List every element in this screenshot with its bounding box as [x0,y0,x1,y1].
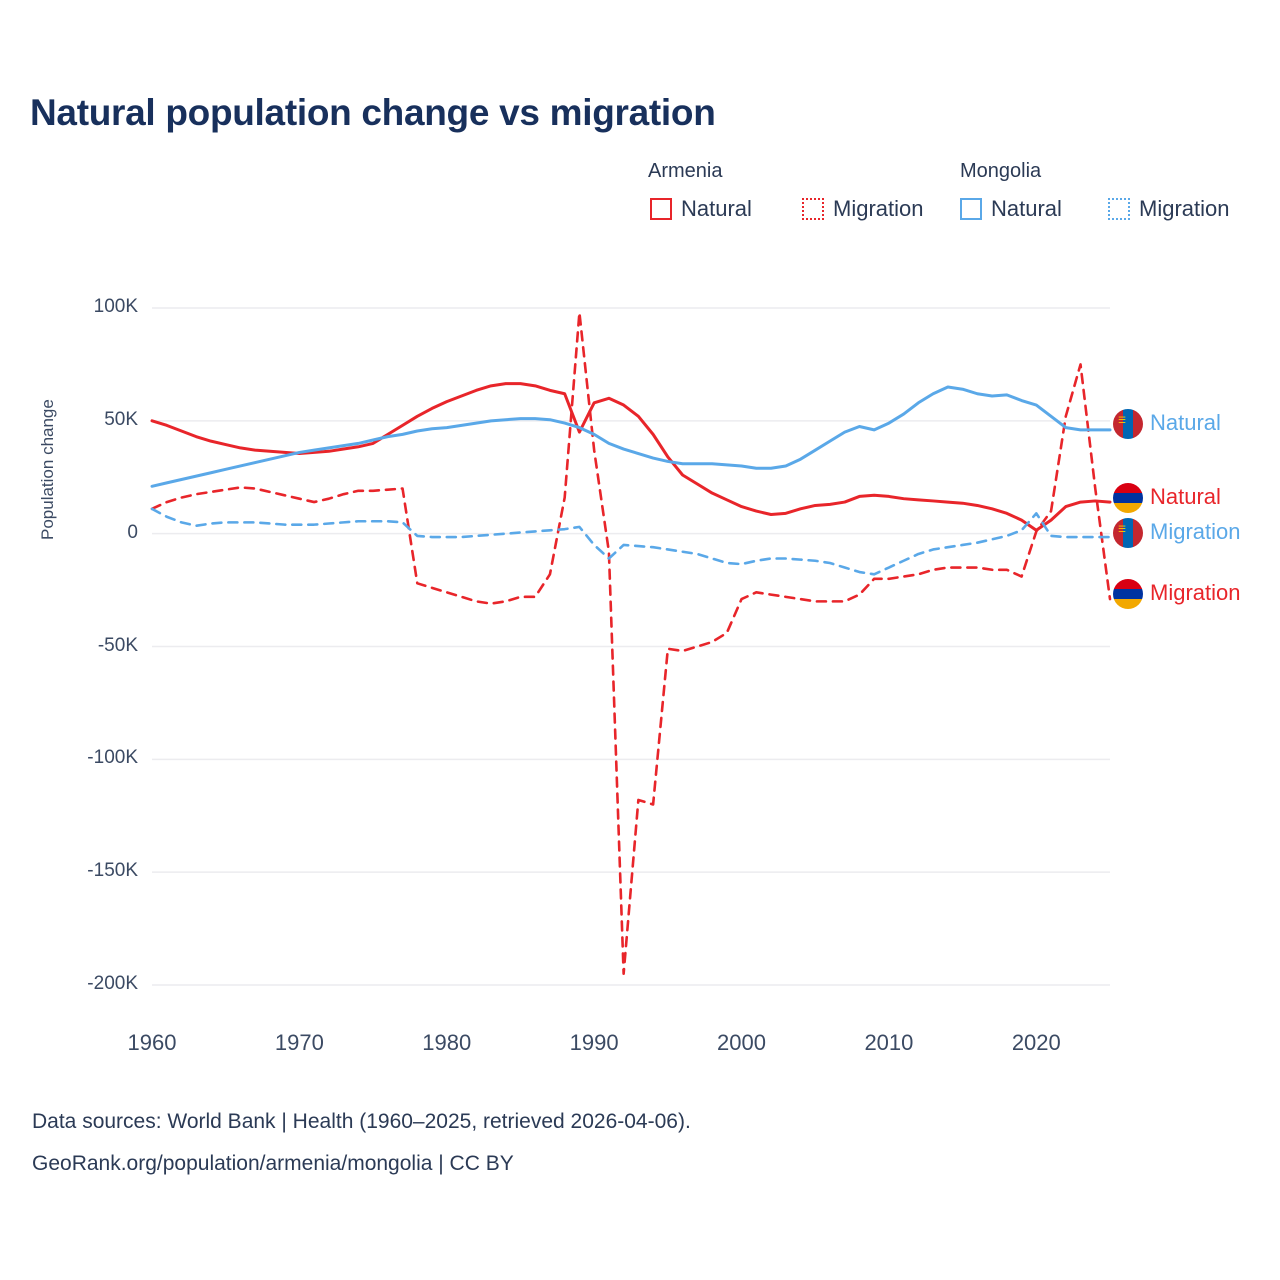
armenia-flag-icon [1113,579,1143,609]
x-axis-tick: 1970 [274,1030,324,1055]
footer-data-sources: Data sources: World Bank | Health (1960–2025, retrieved 2026-04-06). [32,1110,691,1133]
soyombo-icon: ☰ [1118,415,1127,425]
y-axis-tick: 100K [93,296,138,317]
footer-attribution: GeoRank.org/population/armenia/mongolia | CC BY [32,1152,514,1175]
legend-label: Migration [1139,196,1230,221]
y-axis-tick: -50K [97,634,138,656]
x-axis-tick: 2000 [717,1030,766,1055]
mongolia-flag-icon [1113,409,1143,439]
mongolia-flag-icon [1113,518,1143,548]
y-axis-label: Population change [38,399,57,540]
series-end-label: Natural [1150,410,1221,435]
series-line [152,387,1110,486]
y-axis-tick: -100K [87,747,138,769]
x-axis-tick: 1990 [569,1030,619,1055]
x-axis-tick: 1960 [127,1030,177,1055]
x-axis-tick: 1980 [422,1030,472,1055]
legend-label: Natural [991,196,1062,221]
legend-label: Natural [681,196,752,221]
legend-group-mongolia: Mongolia [960,160,1042,182]
armenia-flag-icon [1113,483,1143,513]
series-line [152,384,1110,531]
x-axis-tick: 2010 [864,1030,914,1055]
legend-label: Migration [833,196,924,221]
y-axis-tick: -200K [87,973,138,994]
y-axis-tick: 0 [127,521,138,543]
series-end-label: Migration [1150,519,1241,544]
series-end-label: Natural [1150,484,1221,509]
series-end-label: Migration [1150,580,1241,605]
y-axis-tick: 50K [104,408,138,430]
legend-group-armenia: Armenia [648,160,723,182]
soyombo-icon: ☰ [1118,524,1127,534]
x-axis-tick: 2020 [1011,1030,1061,1055]
page-title: Natural population change vs migration [30,92,716,133]
y-axis-tick: -150K [87,860,138,882]
series-line [152,509,1110,574]
